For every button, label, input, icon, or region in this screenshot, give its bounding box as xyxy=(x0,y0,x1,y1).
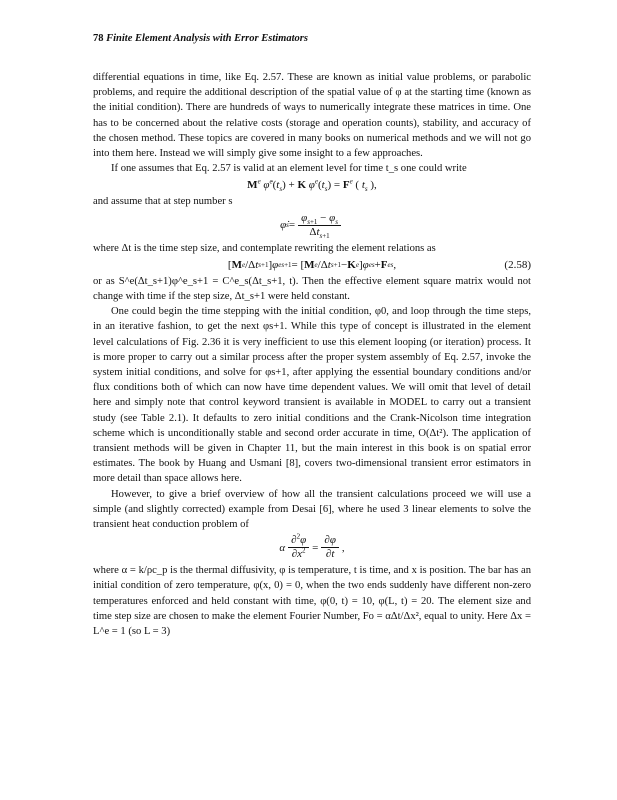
equation-finite-difference: φ̇ s = $\frac{\varphi_{s+1} - \varphi_s}{\Delta t_{s+1}}$ xyxy=(93,212,531,239)
paragraph-3: and assume that at step number s xyxy=(93,196,233,208)
page-body xyxy=(93,70,531,639)
paragraph-6: One could begin the time stepping with the initial condition, φ0, and loop through the time steps, in an iterative fashion, to get the next φs+1. While this type of concept is illustrated in the element level calculations of Fig. 2.36 it is very inefficient to use this element looping (or iteration) process. It is more proper to carry out a similar process after the proper system assembly of Eq. 2.57, invoke the system initial conditions, and solve for φs+1, after applying the essential boundary conditions and/or flux conditions both of which can now have time dependent values. We will omit that level of detail here and simply note that control keyword transient is available in MODEL to carry out a transient study (see Table 2.1). It defaults to zero initial conditions and the Crank-Nicolson time integration scheme which is unconditionally stable and second order accurate in time, O(Δt²). The application of transient methods will be given in Chapter 11, but the main interest in this book is on spatial error estimates. The book by Huang and Usmani [8], covers two-dimensional transient error estimators in more detail than space allows here. xyxy=(93,306,531,485)
running-title: Finite Element Analysis with Error Estimators xyxy=(106,33,308,44)
paragraph-4: where Δt is the time step size, and contemplate rewriting the element relations as xyxy=(93,242,436,254)
paragraph-8: where α = k/ρc_p is the thermal diffusivity, φ is temperature, t is time, and x is position. The bar has an initial condition of zero temperature, φ(x, 0) = 0, when the two ends suddenly have different non-zero temperatures enforced and held constant with time, φ(0, t) = 10, φ(L, t) = 20. The element size and time step size are chosen to make the element Fourier Number, Fo = αΔt/Δx², equal to unity. Here Δx = L^e = 1 (so L = 3) xyxy=(93,565,531,638)
equation-element-ode: Me $\varphi̇^e(t_s) + K$ $\varphi^e(t_s) = F^e$ ( $t_s$ ), xyxy=(247,177,377,194)
page-number: 78 xyxy=(93,33,104,44)
equation-heat-conduction: α $\frac{\partial^2\varphi}{\partial x^2}$ = $\frac{\partial\varphi}{\partial t}$ , xyxy=(279,532,345,561)
paragraph-5: or as S^e(Δt_s+1)φ^e_s+1 = C^e_s(Δt_s+1, t). Then the effective element square matrix would not change with time if the step size, Δt_s+1 were held constant. xyxy=(93,275,531,303)
paragraph-1: differential equations in time, like Eq. 2.57. These are known as initial value problems, or parabolic problems, and require the additional description of the spatial value of φ at the starting time (known as the initial condition). There are hundreds of ways to numerically integrate these matrices in time. One has to be concerned about the relative costs (storage and operation counts), stability, and accuracy of the chosen method. These topics are covered in many books on numerical methods and we will not go into them here. Instead we will simply give some insight to a few approaches. xyxy=(93,72,531,160)
paragraph-2: If one assumes that Eq. 2.57 is valid at an element level for time t_s one could write xyxy=(111,163,467,175)
equation-2-58: [ M e /Δ t s+1 ] φ e s+1 = [ M e /Δ t s+1 − K e ] φ e s + F e s , (2.58) xyxy=(93,256,531,274)
equation-number: (2.58) xyxy=(504,258,531,271)
running-header xyxy=(93,33,308,44)
paragraph-7: However, to give a brief overview of how all the transient calculations proceed we will use a simple (and slightly corrected) example from Desai [6], where he used 3 linear elements to solve the transient heat conduction problem of xyxy=(93,488,531,531)
